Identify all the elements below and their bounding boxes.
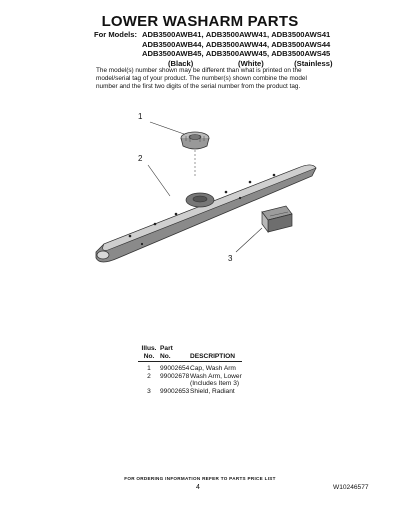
models-label: For Models: xyxy=(94,30,138,39)
model-number: ADB3500AWS44 xyxy=(271,39,331,49)
illus-no: 3 xyxy=(147,387,151,395)
callout-3: 3 xyxy=(228,254,233,263)
table-row xyxy=(138,373,242,381)
leader-line-3 xyxy=(236,228,262,252)
header-illus-no: No. xyxy=(138,353,160,362)
header-part: Part xyxy=(160,345,173,352)
color-stainless: (Stainless) xyxy=(294,58,333,68)
table-header-top xyxy=(138,345,242,353)
page-number: 4 xyxy=(196,484,200,491)
model-note: The model(s) number shown may be different than what is printed on the model/serial tag of your product. The number(s) shown combine the model number and the first two digits of the serial number from the product tag. xyxy=(96,67,307,90)
header-illus: Illus. xyxy=(141,345,157,352)
part-no: 99002678 xyxy=(160,372,190,380)
part-description: Shield, Radiant xyxy=(190,387,235,395)
model-number: ADB3500AWW44, xyxy=(205,39,270,49)
part-no xyxy=(160,380,190,388)
part-description: Cap, Wash Arm xyxy=(190,365,236,373)
illus-no: 2 xyxy=(147,372,151,380)
model-number: ADB3500AWW41, xyxy=(205,30,270,39)
part-no: 99002654 xyxy=(160,365,190,373)
document-id: W10246577 xyxy=(333,484,369,491)
callout-1: 1 xyxy=(138,112,143,121)
page-title: LOWER WASHARM PARTS xyxy=(101,13,299,30)
model-number: ADB3500AWB41, xyxy=(142,30,204,39)
part-description: Wash Arm, Lower xyxy=(190,372,242,380)
leader-line-1 xyxy=(150,122,184,134)
leader-line-2 xyxy=(148,165,170,196)
table-header-bottom xyxy=(138,353,242,362)
header-part-no: No. xyxy=(160,353,190,362)
illus-no xyxy=(138,380,160,388)
part-description: (Includes Item 3) xyxy=(190,380,240,388)
part-no: 99002653 xyxy=(160,387,190,395)
table-row xyxy=(138,380,242,388)
header-description: DESCRIPTION xyxy=(190,353,242,362)
model-number: ADB3500AWB45, xyxy=(142,49,204,59)
model-number: ADB3500AWB44, xyxy=(142,39,204,49)
model-number: ADB3500AWS41 xyxy=(271,30,331,39)
table-row xyxy=(138,362,242,373)
illus-no: 1 xyxy=(147,365,151,373)
model-number: ADB3500AWW45, xyxy=(205,49,270,59)
parts-table xyxy=(138,345,242,396)
callout-2: 2 xyxy=(138,154,143,163)
table-row xyxy=(138,388,242,396)
color-black: (Black) xyxy=(167,58,194,68)
color-white: (White) xyxy=(238,58,264,68)
radiant-shield xyxy=(262,206,292,232)
wash-arm-cap xyxy=(181,132,209,149)
model-number: ADB3500AWS45 xyxy=(271,49,331,59)
ordering-note: FOR ORDERING INFORMATION REFER TO PARTS PRICE LIST xyxy=(124,476,276,481)
